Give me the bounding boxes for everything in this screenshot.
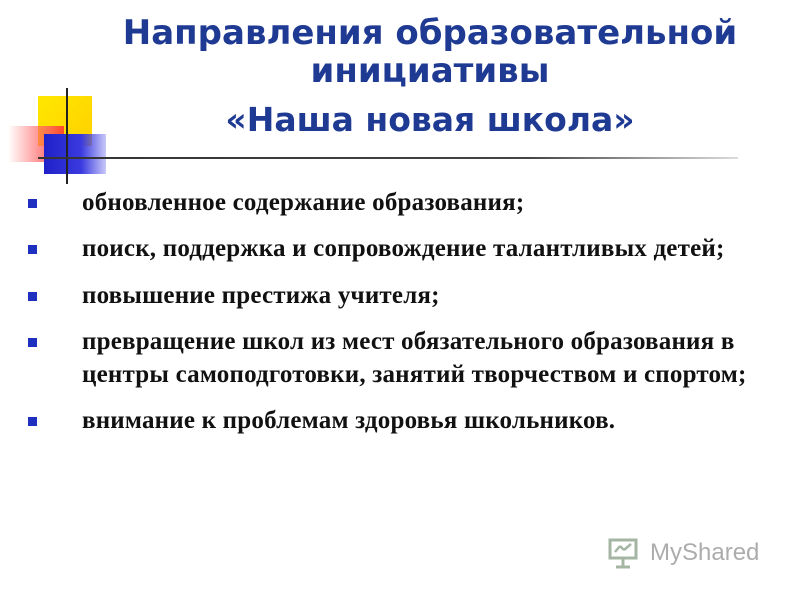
bullet-marker-icon <box>28 292 37 301</box>
bullet-marker-icon <box>28 199 37 208</box>
bullet-text: поиск, поддержка и сопровождение талантливых детей; <box>82 235 725 263</box>
bullet-text: внимание к проблемам здоровья школьников. <box>82 407 616 435</box>
list-item <box>28 279 788 312</box>
bullet-marker-icon <box>28 338 37 347</box>
bullet-text: обновленное содержание образования; <box>82 189 525 216</box>
bullet-list <box>28 186 788 451</box>
watermark <box>606 534 768 570</box>
title-line-3: «Наша новая школа» <box>225 100 635 140</box>
title-line-2: инициативы <box>310 51 550 92</box>
list-item <box>28 325 788 392</box>
title-line-1: Направления образовательной <box>122 13 738 53</box>
bullet-text: превращение школ из мест обязательного образования в центры самоподготовки, занятий творчеством и спортом; <box>82 327 747 388</box>
slide-title <box>60 14 800 139</box>
bullet-marker-icon <box>28 245 37 254</box>
horizontal-rule <box>38 157 738 159</box>
blue-square <box>44 134 106 174</box>
presentation-board-icon <box>606 534 642 570</box>
svg-text:MyShared: MyShared <box>650 539 760 566</box>
list-item <box>28 186 788 219</box>
bullet-text: повышение престижа учителя; <box>82 281 440 309</box>
bullet-marker-icon <box>28 417 37 426</box>
list-item <box>28 232 788 265</box>
list-item <box>28 404 788 437</box>
watermark-logo <box>648 537 768 567</box>
